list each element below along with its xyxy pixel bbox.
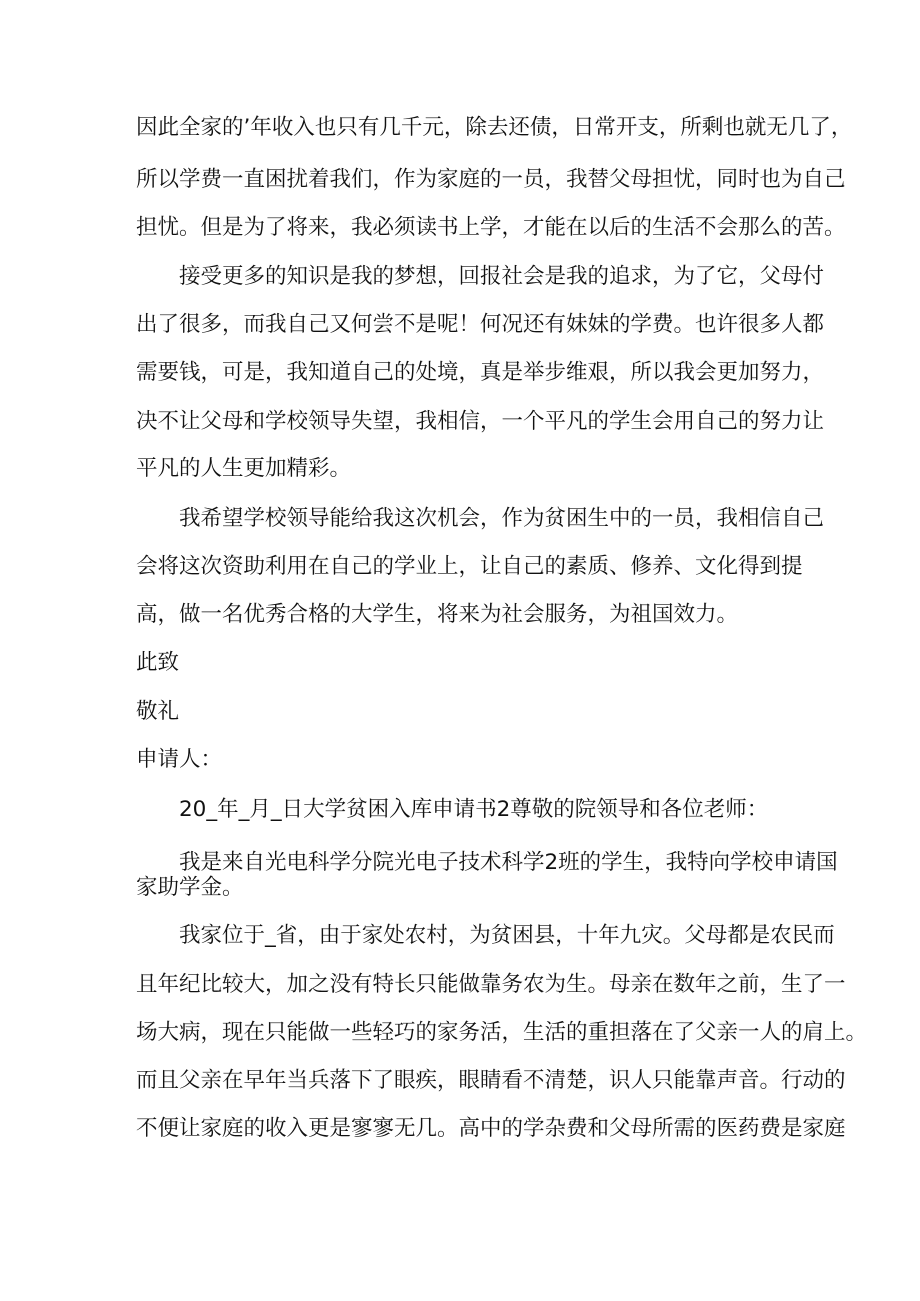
paragraph4-line1: 20_年_月_日大学贫困入库申请书2尊敬的院领导和各位老师：: [179, 797, 769, 822]
paragraph5-line1: 我是来自光电科学分院光电子技术科学2班的学生，我特向学校申请国: [179, 850, 838, 875]
paragraph3-line3: 高，做一名优秀合格的大学生，将来为社会服务，为祖国效力。: [136, 602, 739, 627]
paragraph6-line3: 场大病，现在只能做一些轻巧的家务活，生活的重担落在了父亲一人的肩上。: [136, 1020, 868, 1045]
paragraph2-line4: 决不让父母和学校领导失望，我相信，一个平凡的学生会用自己的努力让: [136, 409, 825, 434]
paragraph6-line1: 我家位于_省，由于家处农村，为贫困县，十年九灾。父母都是农民而: [179, 923, 835, 948]
paragraph2-line1: 接受更多的知识是我的梦想，回报社会是我的追求，为了它，父母付: [179, 264, 825, 289]
paragraph2-line3: 需要钱，可是，我知道自己的处境，真是举步维艰，所以我会更加努力，: [136, 360, 825, 385]
paragraph1-line3: 担忧。但是为了将来，我必须读书上学，才能在以后的生活不会那么的苦。: [136, 215, 846, 240]
paragraph6-line4: 而且父亲在早年当兵落下了眼疾，眼睛看不清楚，识人只能靠声音。行动的: [136, 1068, 846, 1093]
paragraph2-line5: 平凡的人生更加精彩。: [136, 456, 352, 481]
paragraph2-line2: 出了很多，而我自己又何尝不是呢！何况还有妹妹的学费。也许很多人都: [136, 312, 825, 337]
paragraph6-line5: 不便让家庭的收入更是寥寥无几。高中的学杂费和父母所需的医药费是家庭: [136, 1116, 846, 1141]
paragraph3-line1: 我希望学校领导能给我这次机会，作为贫困生中的一员，我相信自己: [179, 506, 825, 531]
paragraph3-line2: 会将这次资助利用在自己的学业上，让自己的素质、修养、文化得到提: [136, 554, 803, 579]
paragraph5-line2: 家助学金。: [136, 875, 244, 900]
closing-line1: 此致: [136, 650, 180, 675]
closing-line2: 敬礼: [136, 699, 180, 724]
paragraph1-line2: 所以学费一直困扰着我们，作为家庭的一员，我替父母担忧，同时也为自己: [136, 167, 846, 192]
applicant-label: 申请人：: [136, 747, 223, 772]
paragraph6-line2: 且年纪比较大，加之没有特长只能做靠务农为生。母亲在数年之前，生了一: [136, 972, 846, 997]
paragraph1-line1: 因此全家的’年收入也只有几千元，除去还债，日常开支，所剩也就无几了，: [136, 115, 853, 140]
